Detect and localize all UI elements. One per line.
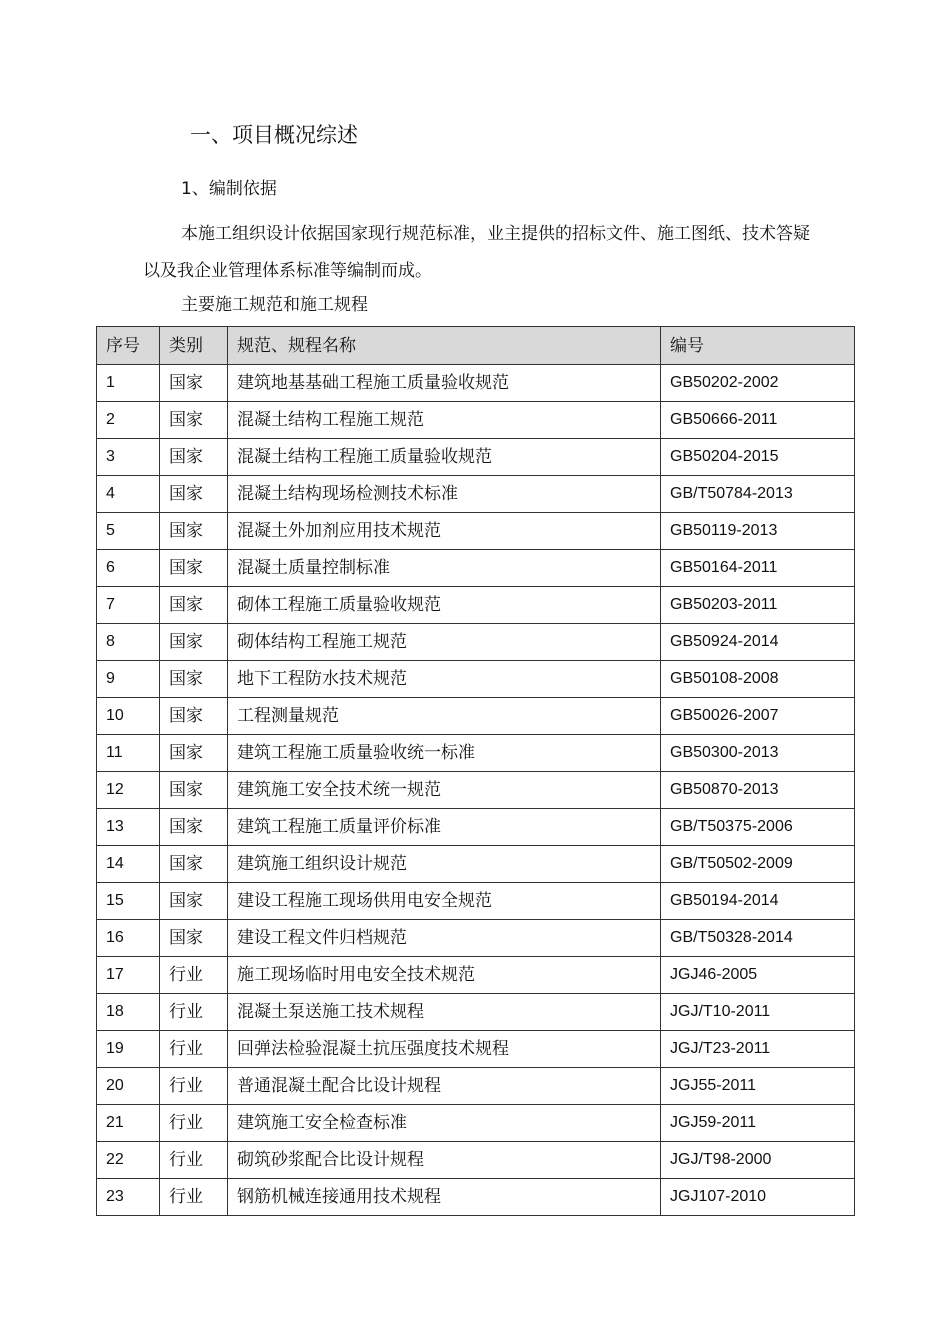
row-standard-code: GB50924-2014 xyxy=(661,624,855,661)
row-category: 行业 xyxy=(160,1105,228,1142)
row-standard-name: 建筑地基基础工程施工质量验收规范 xyxy=(228,365,661,402)
row-category: 国家 xyxy=(160,883,228,920)
row-category: 国家 xyxy=(160,402,228,439)
row-standard-code: JGJ46-2005 xyxy=(661,957,855,994)
row-standard-name: 砌筑砂浆配合比设计规程 xyxy=(228,1142,661,1179)
row-standard-name: 回弹法检验混凝土抗压强度技术规程 xyxy=(228,1031,661,1068)
row-standard-name: 建筑施工安全技术统一规范 xyxy=(228,772,661,809)
row-standard-code: JGJ107-2010 xyxy=(661,1179,855,1216)
row-index: 11 xyxy=(97,735,160,772)
row-category: 行业 xyxy=(160,1142,228,1179)
table-row xyxy=(97,1179,855,1216)
row-standard-name: 建设工程施工现场供用电安全规范 xyxy=(228,883,661,920)
row-category: 国家 xyxy=(160,513,228,550)
row-standard-name: 混凝土外加剂应用技术规范 xyxy=(228,513,661,550)
table-row xyxy=(97,439,855,476)
row-index: 21 xyxy=(97,1105,160,1142)
row-standard-code: GB50164-2011 xyxy=(661,550,855,587)
table-row xyxy=(97,920,855,957)
row-index: 4 xyxy=(97,476,160,513)
row-index: 15 xyxy=(97,883,160,920)
row-category: 国家 xyxy=(160,624,228,661)
header-index: 序号 xyxy=(97,327,160,365)
table-body xyxy=(97,365,855,1216)
row-standard-code: GB/T50784-2013 xyxy=(661,476,855,513)
row-standard-code: JGJ/T23-2011 xyxy=(661,1031,855,1068)
row-index: 22 xyxy=(97,1142,160,1179)
basis-paragraph: 本施工组织设计依据国家现行规范标准，业主提供的招标文件、施工图纸、技术答疑以及我企业管理体系标准等编制而成。 xyxy=(143,224,810,281)
table-row xyxy=(97,365,855,402)
row-standard-name: 混凝土质量控制标准 xyxy=(228,550,661,587)
row-standard-name: 施工现场临时用电安全技术规范 xyxy=(228,957,661,994)
row-category: 国家 xyxy=(160,772,228,809)
row-standard-name: 工程测量规范 xyxy=(228,698,661,735)
row-category: 行业 xyxy=(160,994,228,1031)
row-standard-code: JGJ59-2011 xyxy=(661,1105,855,1142)
row-standard-code: GB/T50375-2006 xyxy=(661,809,855,846)
row-index: 12 xyxy=(97,772,160,809)
table-row xyxy=(97,846,855,883)
row-standard-name: 建设工程文件归档规范 xyxy=(228,920,661,957)
row-category: 行业 xyxy=(160,1031,228,1068)
table-row xyxy=(97,550,855,587)
row-category: 国家 xyxy=(160,735,228,772)
row-standard-code: GB/T50502-2009 xyxy=(661,846,855,883)
row-standard-name: 混凝土结构工程施工规范 xyxy=(228,402,661,439)
header-code: 编号 xyxy=(661,327,855,365)
table-row xyxy=(97,1031,855,1068)
row-standard-name: 建筑施工安全检查标准 xyxy=(228,1105,661,1142)
row-index: 13 xyxy=(97,809,160,846)
row-standard-code: GB50666-2011 xyxy=(661,402,855,439)
row-index: 2 xyxy=(97,402,160,439)
row-standard-name: 混凝土泵送施工技术规程 xyxy=(228,994,661,1031)
standards-table xyxy=(96,326,855,1216)
table-row xyxy=(97,476,855,513)
row-standard-code: GB50202-2002 xyxy=(661,365,855,402)
row-category: 国家 xyxy=(160,550,228,587)
row-standard-code: JGJ/T10-2011 xyxy=(661,994,855,1031)
row-category: 国家 xyxy=(160,476,228,513)
row-standard-code: JGJ/T98-2000 xyxy=(661,1142,855,1179)
row-standard-code: GB50119-2013 xyxy=(661,513,855,550)
row-index: 8 xyxy=(97,624,160,661)
table-row xyxy=(97,661,855,698)
row-index: 7 xyxy=(97,587,160,624)
row-category: 国家 xyxy=(160,365,228,402)
row-index: 14 xyxy=(97,846,160,883)
table-row xyxy=(97,772,855,809)
row-standard-code: GB50203-2011 xyxy=(661,587,855,624)
section-heading: 一、项目概况综述 xyxy=(190,123,358,147)
row-standard-code: GB50204-2015 xyxy=(661,439,855,476)
row-standard-name: 建筑施工组织设计规范 xyxy=(228,846,661,883)
row-index: 18 xyxy=(97,994,160,1031)
table-caption: 主要施工规范和施工规程 xyxy=(181,295,368,315)
row-standard-name: 混凝土结构现场检测技术标准 xyxy=(228,476,661,513)
row-standard-name: 砌体结构工程施工规范 xyxy=(228,624,661,661)
row-index: 9 xyxy=(97,661,160,698)
row-category: 国家 xyxy=(160,661,228,698)
row-standard-code: GB50300-2013 xyxy=(661,735,855,772)
table-row xyxy=(97,587,855,624)
row-category: 国家 xyxy=(160,698,228,735)
header-name: 规范、规程名称 xyxy=(228,327,661,365)
row-standard-name: 普通混凝土配合比设计规程 xyxy=(228,1068,661,1105)
header-category: 类别 xyxy=(160,327,228,365)
table-row xyxy=(97,735,855,772)
table-row xyxy=(97,698,855,735)
table-row xyxy=(97,1142,855,1179)
row-index: 19 xyxy=(97,1031,160,1068)
row-standard-code: JGJ55-2011 xyxy=(661,1068,855,1105)
row-standard-code: GB50194-2014 xyxy=(661,883,855,920)
row-index: 16 xyxy=(97,920,160,957)
row-standard-name: 钢筋机械连接通用技术规程 xyxy=(228,1179,661,1216)
row-standard-name: 混凝土结构工程施工质量验收规范 xyxy=(228,439,661,476)
row-standard-code: GB50108-2008 xyxy=(661,661,855,698)
row-index: 23 xyxy=(97,1179,160,1216)
row-category: 行业 xyxy=(160,957,228,994)
row-index: 17 xyxy=(97,957,160,994)
row-standard-code: GB50870-2013 xyxy=(661,772,855,809)
row-category: 行业 xyxy=(160,1179,228,1216)
row-index: 6 xyxy=(97,550,160,587)
row-standard-code: GB/T50328-2014 xyxy=(661,920,855,957)
row-standard-code: GB50026-2007 xyxy=(661,698,855,735)
table-row xyxy=(97,809,855,846)
table-row xyxy=(97,1105,855,1142)
row-category: 国家 xyxy=(160,439,228,476)
row-category: 国家 xyxy=(160,920,228,957)
row-standard-name: 建筑工程施工质量评价标准 xyxy=(228,809,661,846)
table-row xyxy=(97,957,855,994)
table-row xyxy=(97,513,855,550)
row-standard-name: 建筑工程施工质量验收统一标准 xyxy=(228,735,661,772)
row-index: 3 xyxy=(97,439,160,476)
table-row xyxy=(97,624,855,661)
row-index: 1 xyxy=(97,365,160,402)
row-index: 5 xyxy=(97,513,160,550)
row-category: 国家 xyxy=(160,809,228,846)
row-category: 国家 xyxy=(160,846,228,883)
row-index: 20 xyxy=(97,1068,160,1105)
table-row xyxy=(97,883,855,920)
row-category: 行业 xyxy=(160,1068,228,1105)
table-row xyxy=(97,994,855,1031)
row-standard-name: 砌体工程施工质量验收规范 xyxy=(228,587,661,624)
row-index: 10 xyxy=(97,698,160,735)
row-standard-name: 地下工程防水技术规范 xyxy=(228,661,661,698)
subsection-heading: 1、编制依据 xyxy=(181,179,277,199)
table-row xyxy=(97,1068,855,1105)
table-row xyxy=(97,402,855,439)
table-header-row xyxy=(97,327,855,365)
row-category: 国家 xyxy=(160,587,228,624)
